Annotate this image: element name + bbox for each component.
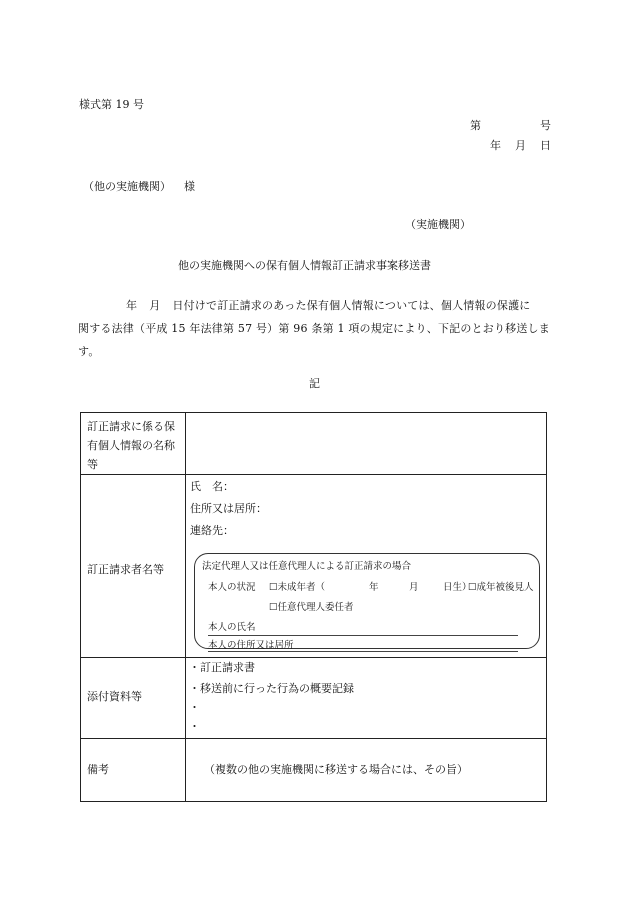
- label-cell-requester: [81, 475, 186, 658]
- remarks-note: （複数の他の実施機関に移送する場合には、その旨）: [204, 763, 468, 776]
- table-row-info-name: [81, 413, 547, 475]
- form-number: 様式第 19 号: [79, 98, 144, 111]
- attachment-item-4[interactable]: ・: [189, 720, 200, 733]
- minor-birth-day: 日生）: [443, 582, 472, 593]
- doc-number-prefix: 第: [470, 119, 481, 132]
- doc-number-suffix: 号: [540, 119, 551, 132]
- addressee-honorific: 様: [184, 180, 195, 193]
- minor-birth-month: 月: [409, 582, 419, 593]
- ki-marker: 記: [309, 377, 320, 390]
- value-cell-info-name[interactable]: [186, 413, 547, 475]
- requester-address[interactable]: 住所又は居所：: [190, 502, 267, 515]
- value-cell-remarks[interactable]: [186, 739, 547, 802]
- person-address-label: 本人の住所又は居所: [208, 640, 294, 651]
- body-line3: す。: [78, 345, 100, 358]
- attachment-item-1: ・訂正請求書: [189, 661, 255, 674]
- body-line2: 関する法律（平成 15 年法律第 57 号）第 96 条第 1 項の規定により、下記のとおり移送しま: [78, 322, 550, 335]
- label-cell-remarks: [81, 739, 186, 802]
- proxy-heading: 法定代理人又は任意代理人による訂正請求の場合: [202, 561, 412, 572]
- person-name-label: 本人の氏名: [208, 622, 256, 633]
- attachment-item-2: ・移送前に行った行為の概要記録: [189, 682, 354, 695]
- date-day: 日: [540, 139, 551, 152]
- minor-birth-year: 年: [369, 582, 379, 593]
- requester-contact[interactable]: 連絡先：: [190, 524, 234, 537]
- label-attachments: 添付資料等: [87, 690, 142, 703]
- person-address-line[interactable]: [208, 651, 518, 652]
- label-info-name: 訂正請求に係る保有個人情報の名称等: [87, 420, 175, 471]
- checkbox-voluntary[interactable]: ☐任意代理人委任者: [269, 602, 354, 613]
- label-requester: 訂正請求者名等: [87, 563, 164, 576]
- label-cell-info-name: [81, 413, 186, 475]
- document-title: 他の実施機関への保有個人情報訂正請求事案移送書: [178, 259, 431, 272]
- proxy-status-label: 本人の状況: [208, 582, 256, 593]
- value-cell-requester[interactable]: [186, 475, 547, 658]
- sender: （実施機関）: [405, 218, 471, 231]
- body-year: 年: [126, 299, 138, 312]
- date-month: 月: [515, 139, 526, 152]
- requester-name[interactable]: 氏 名：: [190, 480, 234, 493]
- label-cell-attachments: [81, 658, 186, 739]
- table-row-remarks: [81, 739, 547, 802]
- table-row-attachments: [81, 658, 547, 739]
- checkbox-adult-ward[interactable]: ☐成年被後見人: [468, 582, 534, 593]
- addressee-org: （他の実施機関）: [83, 180, 171, 193]
- label-remarks: 備考: [87, 763, 109, 776]
- table-row-requester: [81, 475, 547, 658]
- checkbox-minor[interactable]: ☐未成年者（: [269, 582, 326, 593]
- body-paragraph: [78, 294, 558, 363]
- date-year: 年: [490, 139, 501, 152]
- person-name-line[interactable]: [208, 635, 518, 636]
- attachment-item-3[interactable]: ・: [189, 701, 200, 714]
- transfer-table: [80, 412, 547, 802]
- body-month: 月: [149, 299, 161, 312]
- value-cell-attachments[interactable]: [186, 658, 547, 739]
- body-line1: 日付けで訂正請求のあった保有個人情報については、個人情報の保護に: [172, 299, 531, 312]
